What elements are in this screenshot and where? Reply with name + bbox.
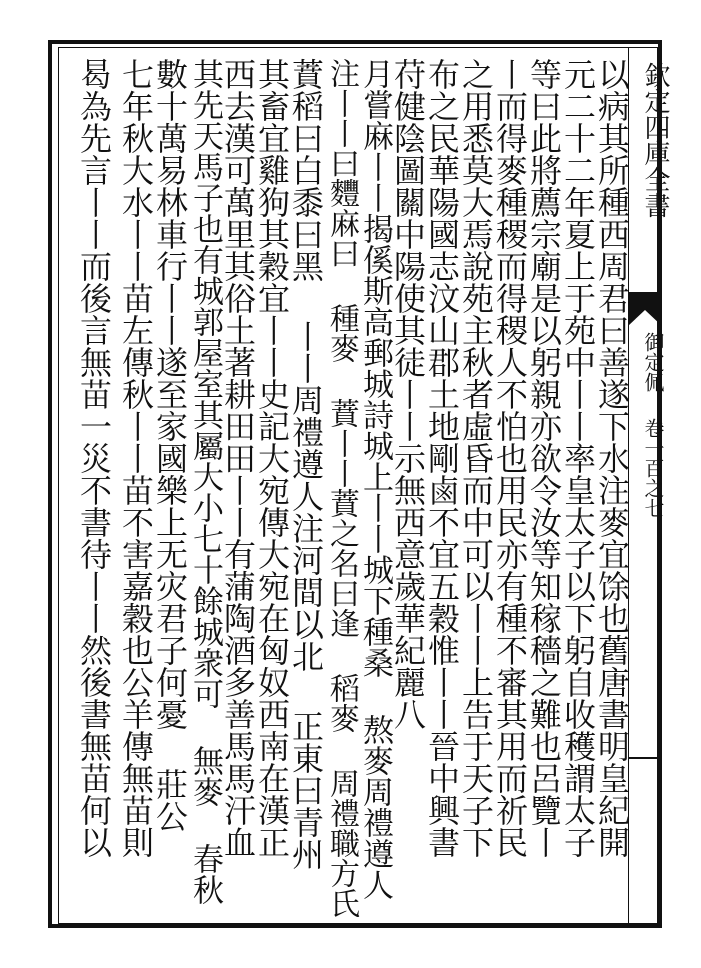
text-column-7: 苻健陰圖關中陽使其徒丨丨示無西意歲華紀麗八	[389, 58, 427, 730]
text-column-12: 西去漢可萬里其俗土著耕田田丨丨有蒲陶酒多善馬馬汗血	[219, 58, 257, 858]
text-column-16: 曷為先言丨丨而後言無苗一災不書待丨丨然後書無苗何以	[75, 58, 113, 858]
text-column-2: 元二十二年夏上于苑中丨丨率皇太子以下躬自收穫謂太子	[559, 58, 597, 858]
text-column-15: 七年秋大水丨丨苗左傳秋丨丨苗不害嘉穀也公羊傳無苗則	[117, 58, 155, 858]
text-column-5: 之用悉莫大焉說苑主秋者虛昏而中可以丨丨上告于天子下	[457, 58, 495, 858]
volume-label: 卷一百之七	[641, 418, 665, 518]
text-column-8: 月嘗麻丨丨揭傒斯高郵城詩城上丨丨城下種桑 熬麥周禮遵人	[357, 58, 393, 900]
fishtail-ornament-icon	[628, 292, 662, 326]
text-column-4: 丨而得麥種稷而得稷人不怕也用民亦有種不審其用而祈民	[491, 58, 529, 858]
text-column-14: 數十萬易林車行丨丨遂至家國樂上无灾君子何憂 莊公	[151, 58, 189, 832]
book-title: 欽定四庫全書	[640, 62, 670, 218]
fishtail-bottom-icon	[628, 750, 662, 766]
text-column-11: 其畜宜雞狗其穀宜丨丨史記大宛傳大宛在匈奴西南在漢正	[253, 58, 291, 858]
text-column-6: 布之民華陽國志汶山郡土地剛鹵不宜五穀惟丨丨晉中興書	[423, 58, 461, 858]
text-column-3: 等曰此將薦宗廟是以躬親亦欲令汝等知稼穡之難也呂覽丨	[525, 58, 563, 858]
text-column-9: 注丨丨曰麷麻曰 種麥 蕡丨丨蕡之名曰逢 稻麥 周禮職方氏	[324, 58, 359, 918]
section-title: 御定佩	[641, 332, 665, 392]
text-column-10: 蕡稻曰白黍曰黑 丨丨周禮遵人注河間以北 正東曰青州	[287, 58, 325, 870]
text-column-1: 以病其所種西周君曰善遂下水注麥宜馀也舊唐書明皇紀開	[593, 58, 631, 858]
text-column-13: 其先天馬子也有城郭屋室其屬大小七十餘城衆可 無麥 春秋	[187, 58, 223, 905]
